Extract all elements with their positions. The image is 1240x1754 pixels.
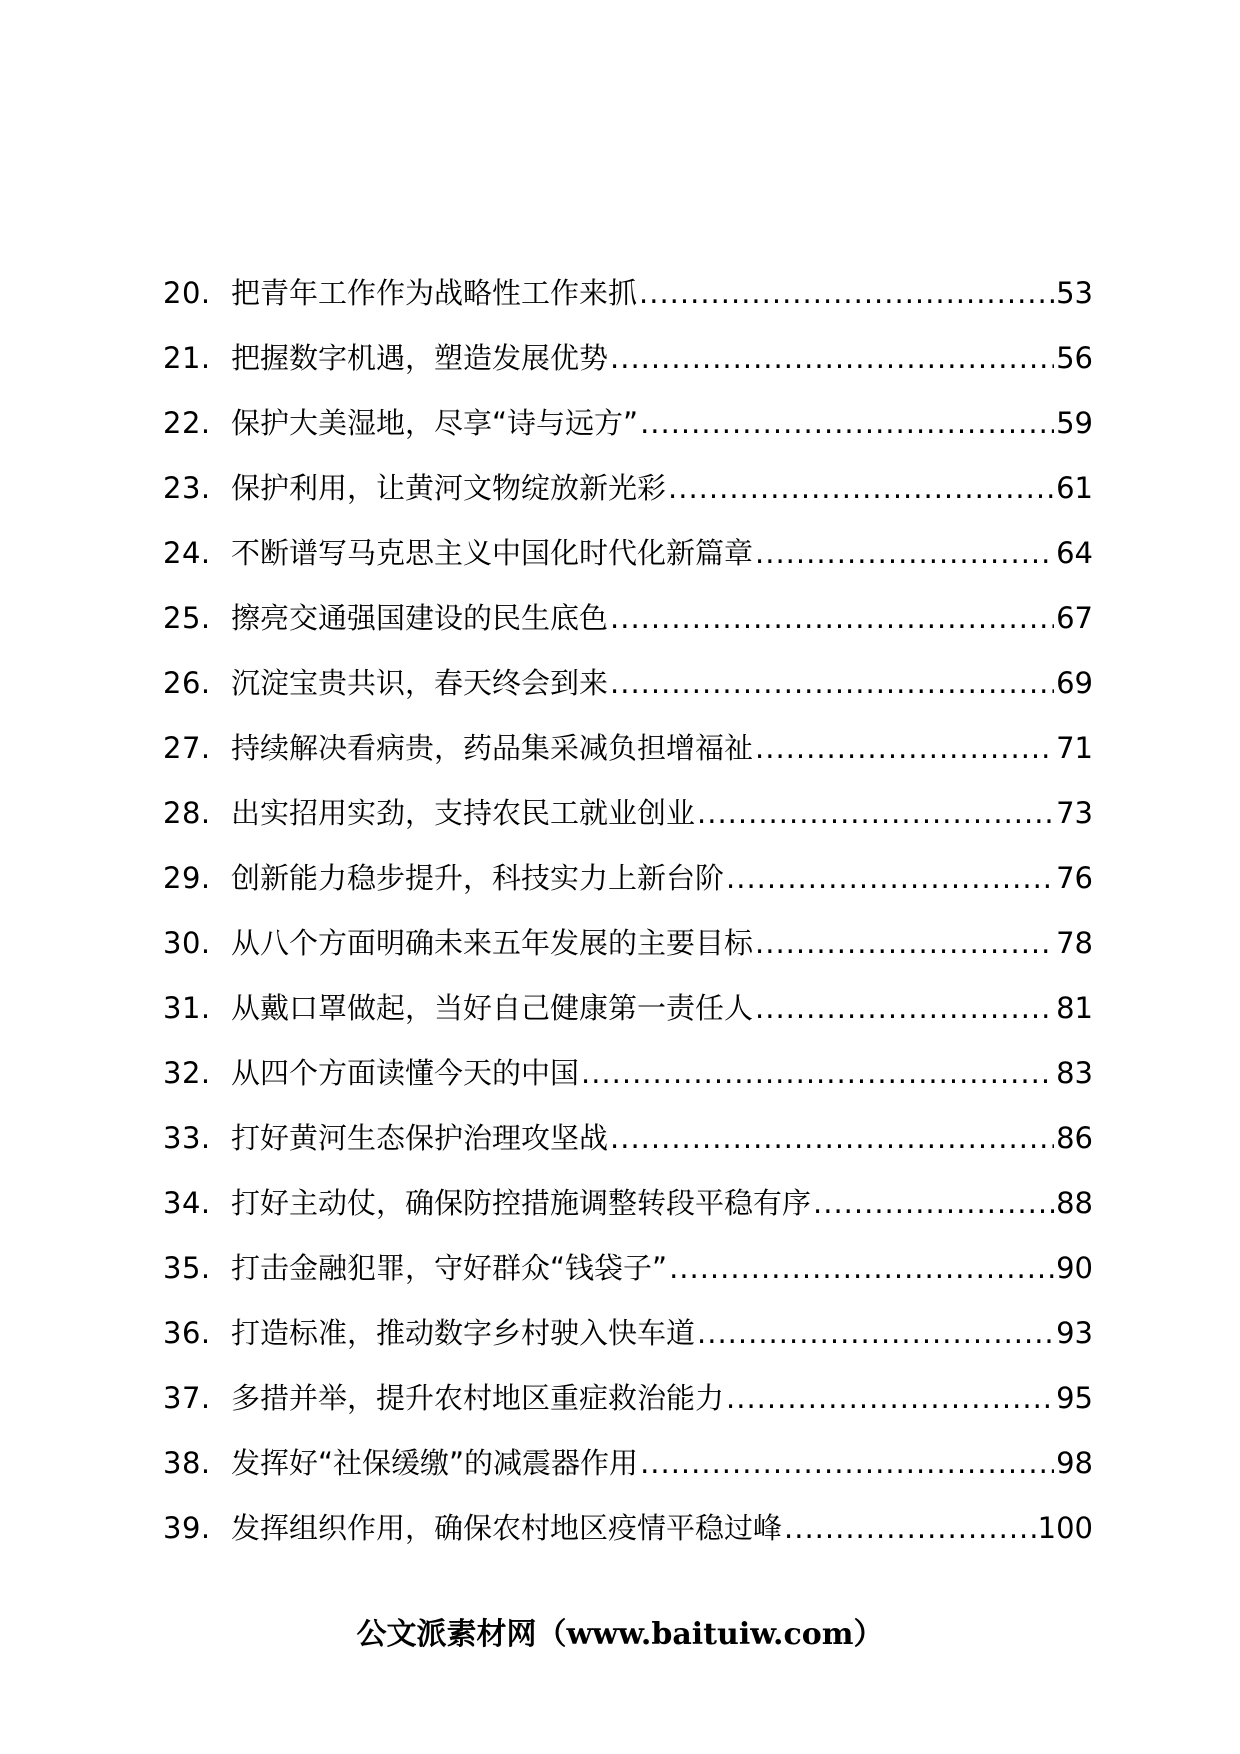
toc-entry-title: 从八个方面明确未来五年发展的主要目标 [231,926,754,960]
toc-dot-leader [697,795,1054,831]
toc-dot-leader [610,340,1054,376]
toc-entry-page: 78 [1056,926,1093,960]
toc-dot-leader [668,470,1054,506]
toc-entry-title: 出实招用实劲，支持农民工就业创业 [231,796,696,830]
toc-entry-number: 39. [163,1511,211,1545]
toc-dot-leader [726,860,1054,896]
toc-entry-page: 59 [1056,406,1093,440]
toc-entry-title: 把青年工作作为战略性工作来抓 [231,276,638,310]
toc-entry-title: 多措并举，提升农村地区重症救治能力 [231,1381,725,1415]
toc-entry-number: 23. [163,471,211,505]
toc-entry[interactable] [163,701,1093,766]
toc-entry-number: 35. [163,1251,211,1285]
toc-entry-number: 22. [163,406,211,440]
toc-entry-title: 发挥组织作用，确保农村地区疫情平稳过峰 [231,1511,783,1545]
toc-entry-number: 33. [163,1121,211,1155]
toc-entry-page: 81 [1056,991,1093,1025]
toc-entry-number: 25. [163,601,211,635]
toc-entry[interactable] [163,961,1093,1026]
toc-entry-title: 持续解决看病贵，药品集采减负担增福祉 [231,731,754,765]
toc-entry-title: 不断谱写马克思主义中国化时代化新篇章 [231,536,754,570]
toc-entry[interactable] [163,1351,1093,1416]
toc-dot-leader [755,990,1054,1026]
toc-entry[interactable] [163,441,1093,506]
toc-entry-title: 打造标准，推动数字乡村驶入快车道 [231,1316,696,1350]
toc-entry-number: 38. [163,1446,211,1480]
toc-entry-page: 64 [1056,536,1093,570]
toc-entry-page: 90 [1056,1251,1093,1285]
toc-entry-title: 沉淀宝贵共识，春天终会到来 [231,666,609,700]
toc-dot-leader [640,405,1054,441]
toc-entry-title: 打击金融犯罪，守好群众“钱袋子” [231,1251,668,1285]
toc-entry-number: 21. [163,341,211,375]
toc-entry-page: 61 [1056,471,1093,505]
toc-entry-number: 36. [163,1316,211,1350]
toc-entry-page: 98 [1056,1446,1093,1480]
toc-entry-title: 创新能力稳步提升，科技实力上新台阶 [231,861,725,895]
toc-entry-page: 86 [1056,1121,1093,1155]
toc-entry[interactable] [163,766,1093,831]
toc-dot-leader [581,1055,1054,1091]
toc-dot-leader [726,1380,1054,1416]
toc-entry-title: 保护大美湿地，尽享“诗与远方” [231,406,639,440]
toc-entry[interactable] [163,1156,1093,1221]
toc-entry-page: 56 [1056,341,1093,375]
table-of-contents [163,246,1093,1546]
toc-entry-number: 28. [163,796,211,830]
toc-dot-leader [697,1315,1054,1351]
toc-dot-leader [755,730,1054,766]
toc-entry-title: 把握数字机遇，塑造发展优势 [231,341,609,375]
toc-entry-page: 67 [1056,601,1093,635]
toc-entry-number: 37. [163,1381,211,1415]
toc-entry-number: 26. [163,666,211,700]
toc-dot-leader [813,1185,1054,1221]
toc-entry[interactable] [163,831,1093,896]
toc-entry-title: 打好主动仗，确保防控措施调整转段平稳有序 [231,1186,812,1220]
toc-entry-page: 53 [1056,276,1093,310]
toc-entry-page: 88 [1056,1186,1093,1220]
toc-dot-leader [610,600,1054,636]
toc-dot-leader [610,1120,1054,1156]
toc-entry-page: 83 [1056,1056,1093,1090]
toc-entry-number: 34. [163,1186,211,1220]
toc-dot-leader [755,925,1054,961]
toc-entry-title: 打好黄河生态保护治理攻坚战 [231,1121,609,1155]
toc-entry-page: 73 [1056,796,1093,830]
toc-entry-page: 76 [1056,861,1093,895]
toc-entry-number: 24. [163,536,211,570]
toc-dot-leader [640,1445,1054,1481]
toc-entry-number: 32. [163,1056,211,1090]
toc-entry[interactable] [163,1221,1093,1286]
toc-dot-leader [755,535,1054,571]
toc-entry[interactable] [163,246,1093,311]
toc-entry-page: 93 [1056,1316,1093,1350]
toc-entry[interactable] [163,1286,1093,1351]
toc-entry[interactable] [163,1091,1093,1156]
toc-dot-leader [669,1250,1054,1286]
toc-dot-leader [610,665,1054,701]
toc-entry[interactable] [163,636,1093,701]
toc-entry-number: 30. [163,926,211,960]
toc-entry-number: 31. [163,991,211,1025]
toc-entry[interactable] [163,376,1093,441]
toc-entry-number: 20. [163,276,211,310]
toc-entry-number: 29. [163,861,211,895]
toc-entry[interactable] [163,1026,1093,1091]
toc-entry[interactable] [163,506,1093,571]
toc-dot-leader [639,275,1054,311]
toc-entry-title: 保护利用，让黄河文物绽放新光彩 [231,471,667,505]
toc-entry[interactable] [163,896,1093,961]
toc-entry-title: 擦亮交通强国建设的民生底色 [231,601,609,635]
toc-entry-page: 95 [1056,1381,1093,1415]
toc-entry-number: 27. [163,731,211,765]
toc-entry[interactable] [163,1416,1093,1481]
toc-entry-title: 从戴口罩做起，当好自己健康第一责任人 [231,991,754,1025]
page-footer: 公文派素材网（www.baituiw.com） [356,1617,884,1652]
toc-entry[interactable] [163,571,1093,636]
toc-entry[interactable] [163,311,1093,376]
toc-entry-page: 71 [1056,731,1093,765]
toc-entry[interactable] [163,1481,1093,1546]
toc-entry-page: 69 [1056,666,1093,700]
toc-entry-title: 发挥好“社保缓缴”的减震器作用 [231,1446,639,1480]
toc-dot-leader [784,1510,1036,1546]
toc-entry-page: 100 [1037,1511,1093,1545]
toc-entry-title: 从四个方面读懂今天的中国 [231,1056,580,1090]
